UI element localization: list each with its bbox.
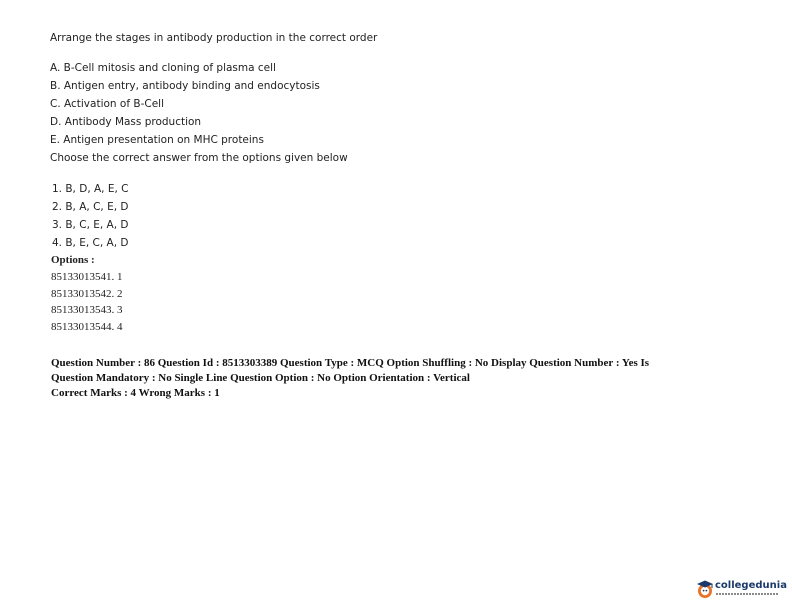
list-item: D. Antibody Mass production	[50, 116, 202, 128]
option-id: 85133013541. 1	[51, 271, 123, 283]
metadata-line: Question Number : 86 Question Id : 8513303389 Question Type : MCQ Option Shuffling : No Display Question Number : Yes Is	[51, 357, 650, 369]
answer-choice-3: 3. B, C, E, A, D	[52, 219, 129, 231]
metadata-line: Correct Marks : 4 Wrong Marks : 1	[51, 387, 220, 399]
option-id: 85133013542. 2	[51, 288, 123, 300]
logo-wordmark: collegedunia	[715, 580, 787, 591]
logo-tagline	[716, 593, 778, 595]
option-id: 85133013543. 3	[51, 304, 123, 316]
answer-choice-4: 4. B, E, C, A, D	[52, 237, 129, 249]
options-heading: Options :	[51, 254, 95, 266]
graduate-cap-icon	[696, 579, 714, 599]
instruction-text: Choose the correct answer from the options given below	[50, 152, 348, 164]
question-text: Arrange the stages in antibody production in the correct order	[50, 32, 378, 44]
question-metadata	[51, 356, 741, 401]
list-item: A. B-Cell mitosis and cloning of plasma cell	[50, 62, 276, 74]
answer-choice-2: 2. B, A, C, E, D	[52, 201, 129, 213]
list-item: B. Antigen entry, antibody binding and endocytosis	[50, 80, 320, 92]
answer-choice-1: 1. B, D, A, E, C	[52, 183, 129, 195]
metadata-line: Question Mandatory : No Single Line Question Option : No Option Orientation : Vertical	[51, 372, 470, 384]
list-item: C. Activation of B-Cell	[50, 98, 164, 110]
collegedunia-logo	[696, 578, 786, 602]
list-item: E. Antigen presentation on MHC proteins	[50, 134, 264, 146]
option-id: 85133013544. 4	[51, 321, 123, 333]
